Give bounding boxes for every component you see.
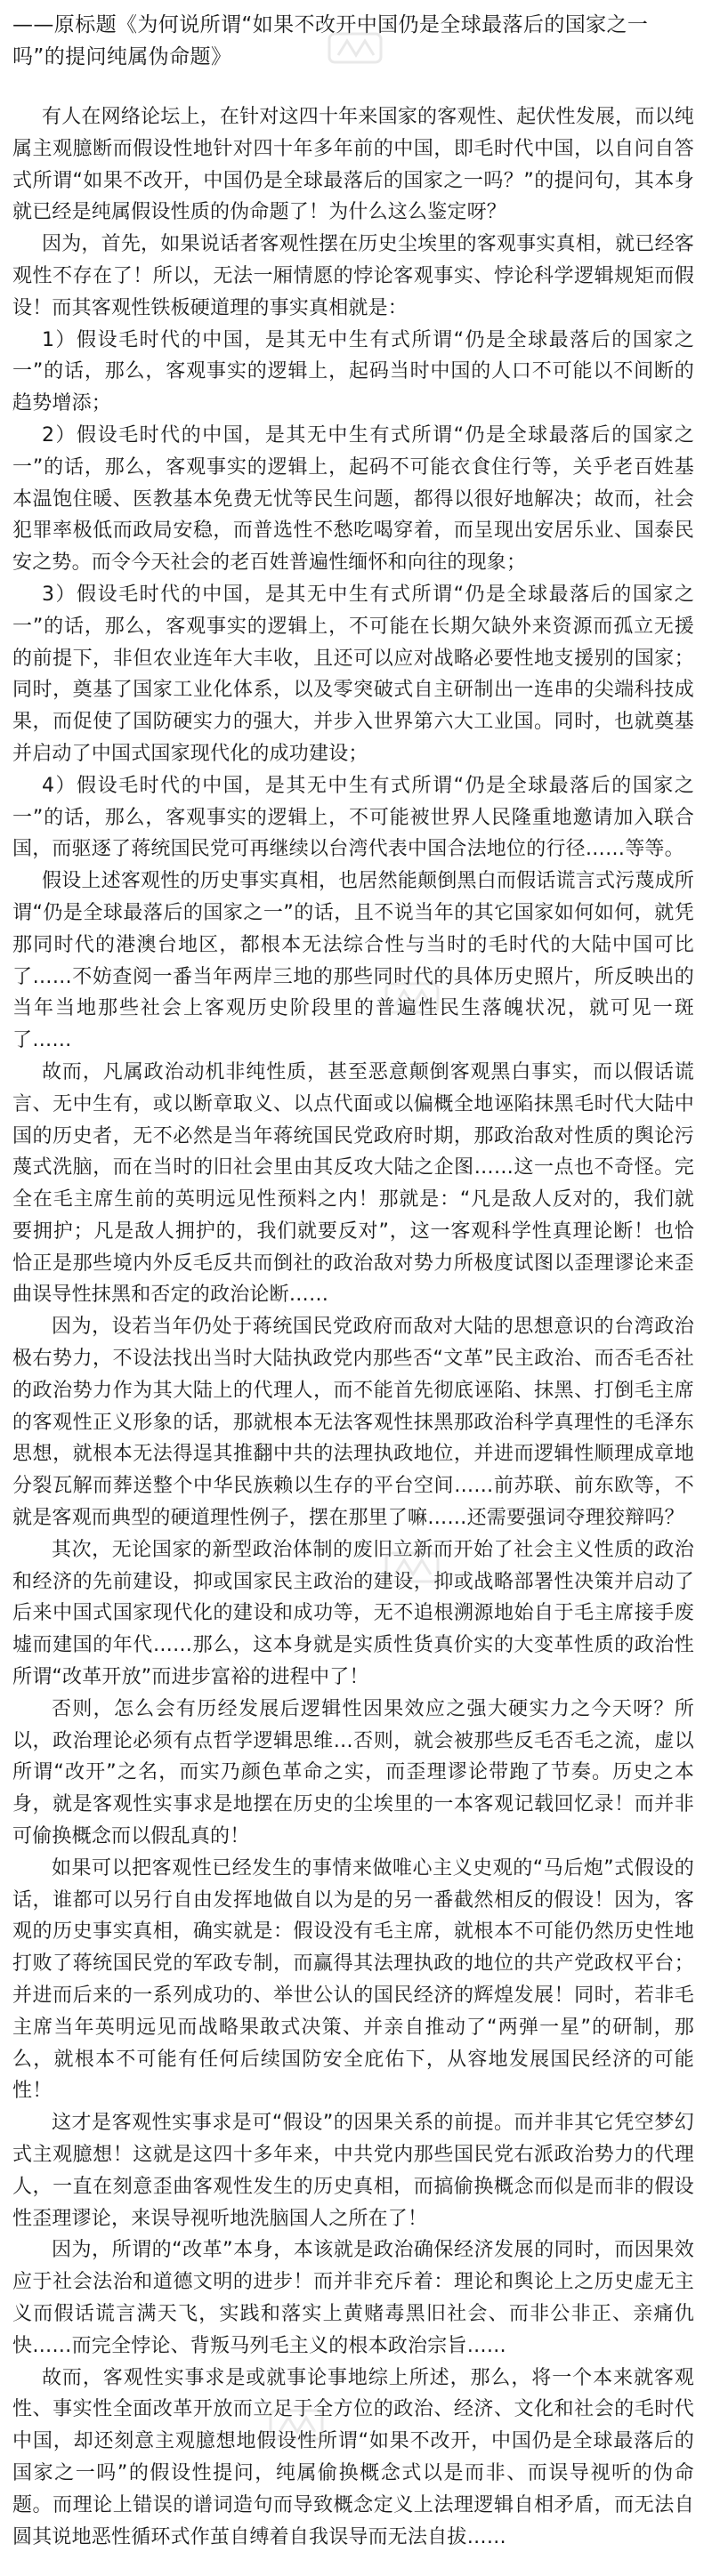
paragraph: 2）假设毛时代的中国，是其无中生有式所谓“仍是全球最落后的国家之一”的话，那么，客观事实的逻辑上，起码不可能衣食住行等，关乎老百姓基本温饱住暖、医教基本免费无忧等民生问题，都得以很好地解决；故而，社会犯罪率极低而政局安稳，而普选性不愁吃喝穿着，而呈现出安居乐业、国泰民安之势。而令今天社会的老百姓普遍性缅怀和向往的现象；	[12, 423, 694, 575]
paragraph: 故而，凡属政治动机非纯性质，甚至恶意颠倒客观黑白事实，而以假话谎言、无中生有，或以断章取义、以点代面或以偏概全地诬陷抹黑毛时代大陆中国的历史者，无不必然是当年蒋统国民党政府时期，那政治敌对性质的舆论污蔑式洗脑，而在当时的旧社会里由其反攻大陆之企图……这一点也不奇怪。完全在毛主席生前的英明远见性预料之内！那就是：“凡是敌人反对的，我们就要拥护；凡是敌人拥护的，我们就要反对”，这一客观科学性真理论断！也恰恰正是那些境内外反毛反共而倒社的政治敌对势力所极度试图以歪理谬论来歪曲误导性抹黑和否定的政治论断……	[12, 1060, 694, 1307]
paragraph: 4）假设毛时代的中国，是其无中生有式所谓“仍是全球最落后的国家之一”的话，那么，客观事实的逻辑上，不可能被世界人民隆重地邀请加入联合国，而驱逐了蒋统国民党可再继续以台湾代表中国合法地位的行径……等等。	[12, 774, 694, 861]
paragraph: 假设上述客观性的历史事实真相，也居然能颠倒黑白而假话谎言式污蔑成所谓“仍是全球最落后的国家之一”的话，且不说当年的其它国家如何如何，就凭那同时代的港澳台地区，都根本无法综合性与当时的毛时代的大陆中国可比了……不妨查阅一番当年两岸三地的那些同时代的具体历史照片，所反映出的当年当地那些社会上客观历史阶段里的普遍性民生落魄状况，就可见一斑了……	[12, 870, 694, 1052]
paragraph: 有人在网络论坛上，在针对这四十年来国家的客观性、起伏性发展，而以纯属主观臆断而假设性地针对四十年多年前的中国，即毛时代中国，以自问自答式所谓“如果不改开，中国仍是全球最落后的国家之一吗？”的提问句，其本身就已经是纯属假设性质的伪命题了！为什么这么鉴定呀？	[12, 106, 694, 224]
paragraph: 3）假设毛时代的中国，是其无中生有式所谓“仍是全球最落后的国家之一”的话，那么，客观事实的逻辑上，不可能在长期欠缺外来资源而孤立无援的前提下，非但农业连年大丰收，且还可以应对战略必要性地支援别的国家；同时，奠基了国家工业化体系，以及零突破式自主研制出一连串的尖端科技成果，而促使了国防硬实力的强大，并步入世界第六大工业国。同时，也就奠基并启动了中国式国家现代化的成功建设；	[12, 583, 694, 765]
paragraph: 1）假设毛时代的中国，是其无中生有式所谓“仍是全球最落后的国家之一”的话，那么，客观事实的逻辑上，起码当时中国的人口不可能以不间断的趋势增添；	[12, 328, 694, 415]
paragraph: 这才是客观性实事求是可“假设”的因果关系的前提。而并非其它凭空梦幻式主观臆想！这就是这四十多年来，中共党内那些国民党右派政治势力的代理人，一直在刻意歪曲客观性发生的历史真相，而搞偷换概念而似是而非的假设性歪理谬论，来误导视听地洗脑国人之所在了！	[12, 2112, 694, 2230]
paragraph: 如果可以把客观性已经发生的事情来做唯心主义史观的“马后炮”式假设的话，谁都可以另行自由发挥地做自以为是的另一番截然相反的假设！因为，客观的历史事实真相，确实就是：假设没有毛主席，就根本不可能仍然历史性地打败了蒋统国民党的军政专制，而赢得其法理执政的地位的共产党政权平台；并进而后来的一系列成功的、举世公认的国民经济的辉煌发展！同时，若非毛主席当年英明远见而战略果敢式决策、并亲自推动了“两弹一星”的研制，那么，就根本不可能有任何后续国防安全庇佑下，从容地发展国民经济的可能性！	[12, 1856, 694, 2103]
paragraph: 因为，首先，如果说话者客观性摆在历史尘埃里的客观事实真相，就已经客观性不存在了！所以，无法一厢情愿的悖论客观事实、悖论科学逻辑规矩而假设！而其客观性铁板硬道理的事实真相就是：	[12, 233, 694, 319]
article-body	[12, 101, 694, 2553]
paragraph: 因为，所谓的“改革”本身，本该就是政治确保经济发展的同时，而因果效应于社会法治和道德文明的进步！而并非充斥着：理论和舆论上之历史虚无主义而假话谎言满天飞，实践和落实上黄赌毒黑旧社会、而非公非正、亲痛仇快……而完全悖论、背叛马列毛主义的根本政治宗旨……	[12, 2239, 694, 2357]
paragraph: 否则，怎么会有历经发展后逻辑性因果效应之强大硬实力之今天呀？所以，政治理论必须有点哲学逻辑思维…否则，就会被那些反毛否毛之流，虚以所谓“改开”之名，而实乃颜色革命之实，而歪理谬论带跑了节奏。历史之本身，就是客观性实事求是地摆在历史的尘埃里的一本客观记载回忆录！而并非可偷换概念而以假乱真的！	[12, 1697, 694, 1848]
article-subtitle: ——原标题《为何说所谓“如果不改开中国仍是全球最落后的国家之一吗”的提问纯属伪命题》	[12, 13, 649, 68]
paragraph: 其次，无论国家的新型政治体制的废旧立新而开始了社会主义性质的政治和经济的先前建设，抑或国家民主政治的建设，抑或战略部署性决策并启动了后来中国式国家现代化的建设和成功等，无不追根溯源地始自于毛主席接手废墟而建国的年代……那么，这本身就是实质性货真价实的大变革性质的政治性所谓“改革开放”而进步富裕的进程中了！	[12, 1538, 694, 1689]
page-bottom	[0, 2562, 712, 2576]
paragraph: 故而，客观性实事求是或就事论事地综上所述，那么，将一个本来就客观性、事实性全面改革开放而立足于全方位的政治、经济、文化和社会的毛时代中国，却还刻意主观臆想地假设性所谓“如果不改开，中国仍是全球最落后的国家之一吗”的假设性提问，纯属偷换概念式以是而非、而误导视听的伪命题。而理论上错误的谱词造句而导致概念定义上法理逻辑自相矛盾，而无法自圆其说地恶性循环式作茧自缚着自我误导而无法自拔……	[12, 2366, 694, 2548]
paragraph: 因为，设若当年仍处于蒋统国民党政府而敌对大陆的思想意识的台湾政治极右势力，不设法找出当时大陆执政党内那些否“文革”民主政治、而否毛否社的政治势力作为其大陆上的代理人，而不能首先彻底诬陷、抹黑、打倒毛主席的客观性正义形象的话，那就根本无法客观性抹黑那政治科学真理性的毛泽东思想，就根本无法得逞其推翻中共的法理执政地位，并进而逻辑性顺理成章地分裂瓦解而葬送整个中华民族赖以生存的平台空间……前苏联、前东欧等，不就是客观而典型的硬道理性例子，摆在那里了嘛……还需要强词夺理狡辩吗？	[12, 1316, 694, 1530]
